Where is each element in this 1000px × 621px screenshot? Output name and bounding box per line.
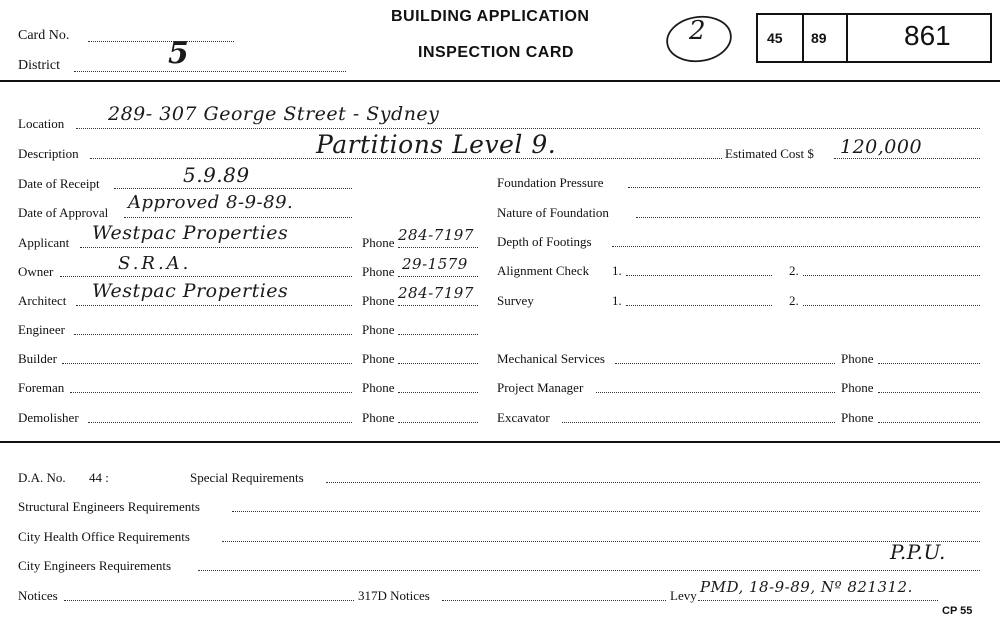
reference-box — [756, 13, 992, 63]
alignment-check-num-2: 2. — [789, 263, 799, 278]
architect-field[interactable] — [76, 305, 352, 306]
card-no-label: Card No. — [18, 28, 70, 43]
applicant-field[interactable] — [80, 247, 352, 248]
da-label: D.A. No. — [18, 470, 66, 485]
architect-phone-field[interactable] — [398, 305, 478, 306]
alignment-check-label: Alignment Check — [497, 263, 590, 278]
city-engineers-label: City Engineers Requirements — [18, 558, 172, 573]
notices-317d-field[interactable] — [442, 600, 666, 601]
architect-phone-label: Phone — [362, 293, 395, 308]
district-label: District — [18, 58, 60, 73]
owner-value: S.R.A. — [118, 253, 192, 274]
engineer-phone-field[interactable] — [398, 334, 478, 335]
architect-phone-value: 284-7197 — [398, 284, 474, 302]
levy-value: PMD, 18-9-89, Nº 821312. — [700, 578, 913, 596]
date-receipt-label: Date of Receipt — [18, 176, 100, 191]
date-approval-value: Approved 8-9-89. — [128, 192, 294, 213]
date-receipt-field[interactable] — [114, 188, 352, 189]
form-code: CP 55 — [942, 605, 973, 617]
engineer-label: Engineer — [18, 322, 65, 337]
project-manager-phone-label: Phone — [841, 380, 874, 395]
ref-divider-1 — [802, 15, 804, 61]
estimated-cost-label: Estimated Cost $ — [725, 146, 814, 161]
architect-label: Architect — [18, 293, 67, 308]
special-requirements-field[interactable] — [326, 482, 980, 483]
mechanical-phone-field[interactable] — [878, 363, 980, 364]
nature-foundation-label: Nature of Foundation — [497, 205, 609, 220]
mechanical-field[interactable] — [615, 363, 835, 364]
ref-divider-2 — [846, 15, 848, 61]
survey-num-2: 2. — [789, 293, 799, 308]
estimated-cost-value: 120,000 — [840, 136, 923, 158]
survey-field-1[interactable] — [626, 305, 772, 306]
date-receipt-value: 5.9.89 — [183, 163, 250, 187]
special-requirements-label: Special Requirements — [190, 470, 304, 485]
nature-foundation-field[interactable] — [636, 217, 980, 218]
district-field[interactable] — [74, 71, 346, 72]
mechanical-phone-label: Phone — [841, 351, 874, 366]
city-engineers-value: P.P.U. — [890, 540, 946, 564]
notices-label: Notices — [18, 588, 58, 603]
structural-label: Structural Engineers Requirements — [18, 499, 200, 514]
excavator-phone-field[interactable] — [878, 422, 980, 423]
builder-label: Builder — [18, 351, 57, 366]
builder-phone-field[interactable] — [398, 363, 478, 364]
da-value: 44 : — [89, 470, 109, 485]
header-rule — [0, 80, 1000, 82]
applicant-phone-field[interactable] — [398, 247, 478, 248]
applicant-label: Applicant — [18, 235, 70, 250]
ref-a: 45 — [767, 30, 783, 46]
title-line-2: INSPECTION CARD — [418, 44, 574, 61]
owner-label: Owner — [18, 264, 54, 279]
builder-phone-label: Phone — [362, 351, 395, 366]
project-manager-phone-field[interactable] — [878, 392, 980, 393]
demolisher-phone-label: Phone — [362, 410, 395, 425]
excavator-phone-label: Phone — [841, 410, 874, 425]
applicant-phone-label: Phone — [362, 235, 395, 250]
levy-label: Levy — [670, 588, 697, 603]
levy-field[interactable] — [698, 600, 938, 601]
demolisher-field[interactable] — [88, 422, 352, 423]
foundation-pressure-field[interactable] — [628, 187, 980, 188]
structural-field[interactable] — [232, 511, 980, 512]
location-field[interactable] — [76, 128, 980, 129]
estimated-cost-field[interactable] — [834, 158, 980, 159]
mechanical-label: Mechanical Services — [497, 351, 605, 366]
owner-field[interactable] — [60, 276, 352, 277]
notices-field[interactable] — [64, 600, 354, 601]
foreman-field[interactable] — [70, 392, 352, 393]
builder-field[interactable] — [62, 363, 352, 364]
health-label: City Health Office Requirements — [18, 529, 190, 544]
owner-phone-field[interactable] — [398, 276, 478, 277]
applicant-value: Westpac Properties — [92, 222, 289, 244]
foundation-pressure-label: Foundation Pressure — [497, 175, 604, 190]
district-value: 5 — [168, 36, 190, 71]
architect-value: Westpac Properties — [92, 280, 289, 302]
owner-phone-label: Phone — [362, 264, 395, 279]
demolisher-phone-field[interactable] — [398, 422, 478, 423]
foreman-label: Foreman — [18, 380, 65, 395]
description-value: Partitions Level 9. — [316, 130, 557, 159]
demolisher-label: Demolisher — [18, 410, 79, 425]
engineer-phone-label: Phone — [362, 322, 395, 337]
alignment-check-field-2[interactable] — [803, 275, 980, 276]
section-rule — [0, 441, 1000, 443]
project-manager-field[interactable] — [596, 392, 835, 393]
circled-number: 2 — [689, 16, 707, 46]
excavator-label: Excavator — [497, 410, 550, 425]
survey-field-2[interactable] — [803, 305, 980, 306]
applicant-phone-value: 284-7197 — [398, 226, 474, 244]
ref-number: 861 — [904, 20, 951, 51]
description-label: Description — [18, 146, 79, 161]
owner-phone-value: 29-1579 — [402, 255, 468, 273]
title-line-1: BUILDING APPLICATION — [391, 8, 590, 25]
notices-317d-label: 317D Notices — [358, 588, 430, 603]
survey-label: Survey — [497, 293, 534, 308]
engineer-field[interactable] — [74, 334, 352, 335]
survey-num-1: 1. — [612, 293, 622, 308]
depth-footings-field[interactable] — [612, 246, 980, 247]
date-approval-label: Date of Approval — [18, 205, 109, 220]
excavator-field[interactable] — [562, 422, 835, 423]
location-label: Location — [18, 116, 65, 131]
location-value: 289- 307 George Street - Sydney — [108, 103, 440, 125]
ref-b: 89 — [811, 30, 827, 46]
card-no-field[interactable] — [88, 41, 234, 42]
alignment-check-num-1: 1. — [612, 263, 622, 278]
health-field[interactable] — [222, 541, 980, 542]
foreman-phone-label: Phone — [362, 380, 395, 395]
project-manager-label: Project Manager — [497, 380, 584, 395]
depth-footings-label: Depth of Footings — [497, 234, 592, 249]
date-approval-field[interactable] — [124, 217, 352, 218]
alignment-check-field-1[interactable] — [626, 275, 772, 276]
city-engineers-field[interactable] — [198, 570, 980, 571]
foreman-phone-field[interactable] — [398, 392, 478, 393]
